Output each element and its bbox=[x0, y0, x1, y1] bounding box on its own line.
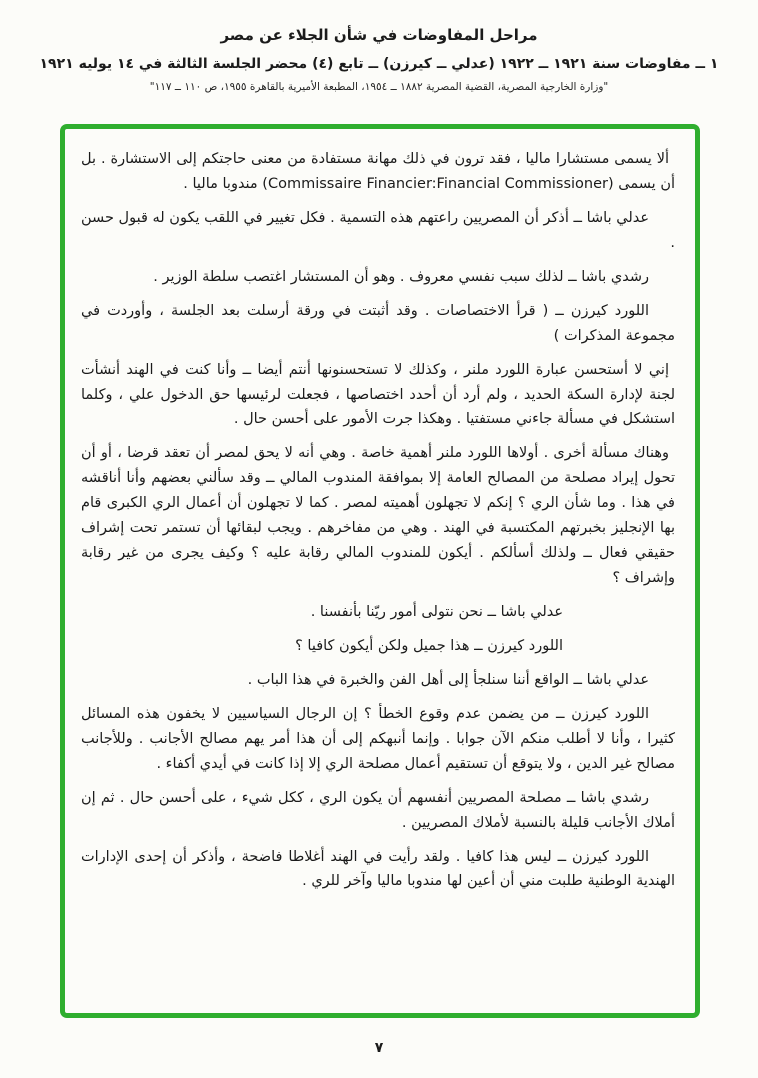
paragraph-lord-curzon: اللورد كيرزن ــ ( قرأ الاختصاصات . وقد أثبتت في ورقة أرسلت بعد الجلسة ، وأوردت في مجموعة المذكرات ) bbox=[81, 302, 675, 344]
paragraph-lord-curzon: اللورد كيرزن ــ هذا جميل ولكن أيكون كافيا ؟ bbox=[295, 637, 563, 654]
page-number: ٧ bbox=[374, 1040, 384, 1056]
page-header bbox=[0, 0, 758, 93]
paragraph-lord-curzon: اللورد كيرزن ــ من يضمن عدم وقوع الخطأ ؟ إن الرجال السياسيين لا يخفون هذه المسائل كثيرا ، وأنا لا أطلب منكم الآن جوابا . وإنما أنبهكم إلى أن هذا أمر يهم مصالح الأجانب . وللأجانب مصالح غير الدين ، ولا يتوقع أن تستقيم أعمال مصلحة الري إلا إذا كانت في أيدي أكفاء . bbox=[81, 705, 675, 772]
document-source-citation: "وزارة الخارجية المصرية، القضية المصرية ١٨٨٢ ــ ١٩٥٤، المطبعة الأميرية بالقاهرة ١٩٥٥، ص ١١٠ ــ ١١٧" bbox=[149, 81, 609, 93]
document-subtitle: ١ ــ مفاوضات سنة ١٩٢١ ــ ١٩٢٢ (عدلي ــ كيرزن) ــ تابع (٤) محضر الجلسة الثالثة في ١٤ يوليه ١٩٢١ bbox=[39, 56, 719, 72]
paragraph-rushdi-pasha: رشدي باشا ــ مصلحة المصريين أنفسهم أن يكون الري ، ككل شيء ، على أحسن حال . ثم إن أملاك الأجانب قليلة بالنسبة لأملاك المصريين . bbox=[81, 789, 675, 831]
green-annotation-frame bbox=[60, 124, 700, 1018]
paragraph-adly-pasha: عدلي باشا ــ الواقع أننا سنلجأ إلى أهل الفن والخبرة في هذا الباب . bbox=[247, 671, 649, 688]
paragraph-curzon-speech: وهناك مسألة أخرى . أولاها اللورد ملنر أهمية خاصة . وهي أنه لا يحق لمصر أن تعقد قرضا ، أو أن تحول إيراد مصلحة من المصالح العامة إلا بموافقة المندوب المالي ــ وقد سألني بعضهم وأنا أناقشه في هذا . وما شأن الري ؟ إنكم لا تجهلون أهميته لمصر . كما لا تجهلون أن أعمال الري الكبرى قام بها الإنجليز بخبرتهم المكتسبة في الهند . وهي من مفاخرهم . ويجب لبقائها أن تستمر تحت إشراف حقيقي فعال ــ ولذلك أسألكم . أيكون للمندوب المالي رقابة عليه ؟ وكيف يجرى من غير رقابة وإشراف ؟ bbox=[81, 445, 675, 587]
document-title: مراحل المفاوضات في شأن الجلاء عن مصر bbox=[220, 26, 538, 44]
paragraph-adly-pasha: عدلي باشا ــ نحن نتولى أمور ريّنا بأنفسنا . bbox=[310, 604, 563, 620]
paragraph-curzon-speech: إني لا أستحسن عبارة اللورد ملنر ، وكذلك لا تستحسنونها أنتم أيضا ــ وأنا كنت في الهند أنشأت لجنة لإدارة السكة الحديد ، ولم أرد أن أحدد اختصاصها ، فجعلت لرئيسها حق الدخول علي ، وكلما استشكل في مسألة جاءني مستفتيا . وهكذا جرت الأمور على أحسن حال . bbox=[81, 361, 675, 428]
paragraph-adly-pasha: عدلي باشا ــ أذكر أن المصريين راعتهم هذه التسمية . فكل تغيير في اللقب يكون له قبول حسن . bbox=[81, 209, 675, 251]
paragraph-rushdi-pasha: رشدي باشا ــ لذلك سبب نفسي معروف . وهو أن المستشار اغتصب سلطة الوزير . bbox=[153, 268, 649, 285]
paragraph-lord-curzon: اللورد كيرزن ــ ليس هذا كافيا . ولقد رأيت في الهند أغلاطا فاضحة ، وأذكر أن إحدى الإدارات الهندية الوطنية طلبت مني أن أعين لها مندوبا ماليا وآخر للري . bbox=[81, 848, 675, 890]
paragraph-continuation: ألا يسمى مستشارا ماليا ، فقد ترون في ذلك مهانة مستفادة من معنى حاجتكم إلى الاستشارة . بل أن يسمى (Commissaire Financier:Financial Commissioner) مندوبا ماليا . bbox=[81, 151, 675, 192]
